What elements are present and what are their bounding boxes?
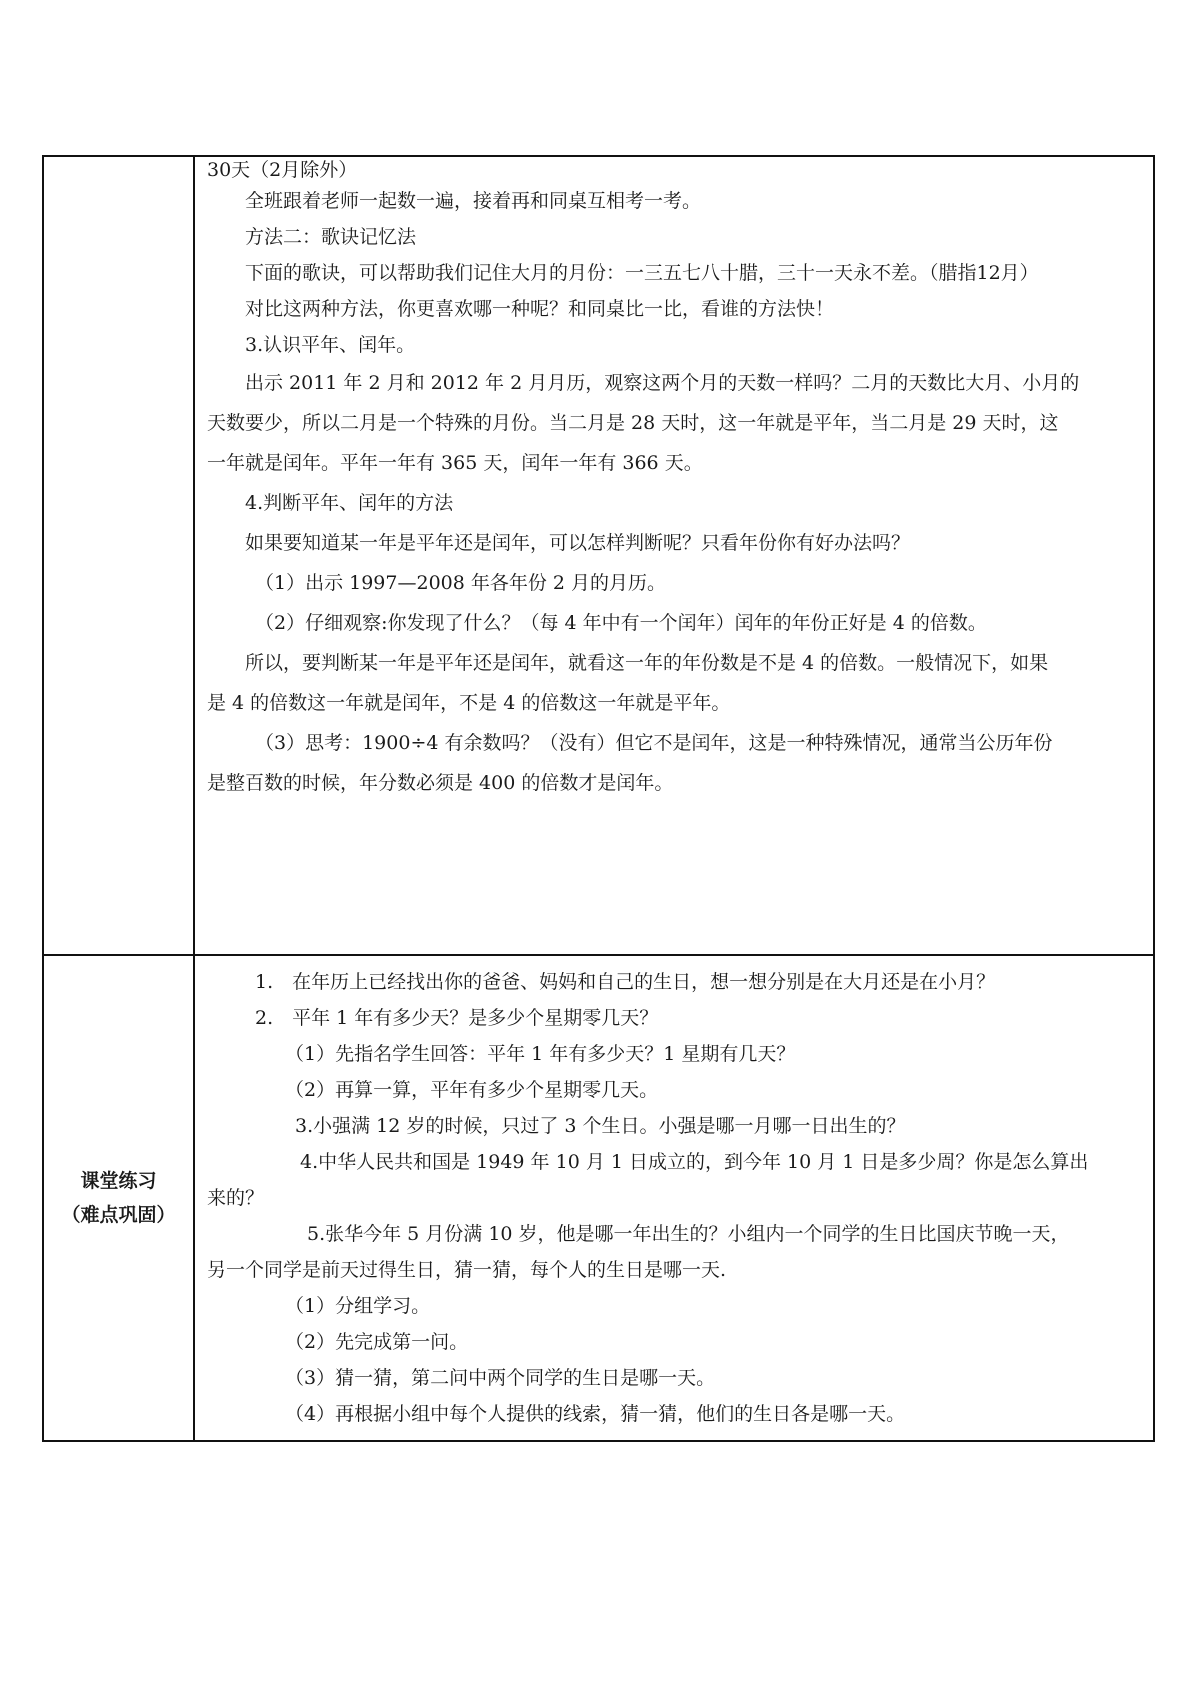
- lesson-plan-table: [42, 155, 1155, 1442]
- text-line: 是 4 的倍数这一年就是闰年，不是 4 的倍数这一年就是平年。: [207, 692, 731, 714]
- text-line: 一年就是闰年。平年一年有 365 天，闰年一年有 366 天。: [207, 452, 703, 474]
- row-label-cell-empty: [43, 156, 194, 955]
- exercise-line: 3.小强满 12 岁的时候，只过了 3 个生日。小强是哪一月哪一日出生的？: [295, 1115, 906, 1137]
- text-line: （2）仔细观察:你发现了什么？（每 4 年中有一个闰年）闰年的年份正好是 4 的倍数。: [255, 612, 987, 634]
- row-label-cell-practice: [43, 955, 194, 1441]
- exercise-line: 2. 平年 1 年有多少天？是多少个星期零几天？: [255, 1007, 659, 1029]
- table-row-teaching-process: [43, 156, 1154, 955]
- exercise-line: 1. 在年历上已经找出你的爸爸、妈妈和自己的生日，想一想分别是在大月还是在小月？: [255, 971, 996, 993]
- exercise-line: （2）先完成第一问。: [285, 1331, 469, 1353]
- text-line: 30天（2月除外）: [207, 159, 358, 181]
- text-line: （3）思考：1900÷4 有余数吗？（没有）但它不是闰年，这是一种特殊情况，通常当公历年份: [255, 732, 1053, 754]
- content-block: [195, 157, 1153, 954]
- table-row-classroom-practice: [43, 955, 1154, 1441]
- row-label-subtitle: （难点巩固）: [61, 1204, 176, 1226]
- exercise-line: （4）再根据小组中每个人提供的线索，猜一猜，他们的生日各是哪一天。: [285, 1403, 906, 1425]
- exercise-line: 5.张华今年 5 月份满 10 岁，他是哪一年出生的？小组内一个同学的生日比国庆节晚一天，: [307, 1223, 1070, 1245]
- text-line: （1）出示 1997—2008 年各年份 2 月的月历。: [255, 572, 667, 594]
- text-line: 出示 2011 年 2 月和 2012 年 2 月月历，观察这两个月的天数一样吗？二月的天数比大月、小月的: [245, 372, 1080, 394]
- row-label-title: 课堂练习: [80, 1170, 157, 1192]
- content-block: [195, 956, 1153, 1440]
- text-line: 3.认识平年、闰年。: [245, 334, 416, 356]
- text-line: 天数要少，所以二月是一个特殊的月份。当二月是 28 天时，这一年就是平年，当二月是 29 天时，这: [207, 412, 1059, 434]
- exercise-line: （3）猜一猜，第二问中两个同学的生日是哪一天。: [285, 1367, 716, 1389]
- text-line: 方法二：歌诀记忆法: [245, 226, 417, 248]
- exercise-line: 另一个同学是前天过得生日，猜一猜，每个人的生日是哪一天.: [207, 1259, 727, 1281]
- exercise-line: 4.中华人民共和国是 1949 年 10 月 1 日成立的，到今年 10 月 1 日是多少周？你是怎么算出: [300, 1151, 1089, 1173]
- exercise-line: （1）先指名学生回答：平年 1 年有多少天？1 星期有几天？: [285, 1043, 796, 1065]
- text-line: 全班跟着老师一起数一遍，接着再和同桌互相考一考。: [245, 190, 702, 212]
- exercise-line: 来的？: [207, 1187, 265, 1209]
- content-cell-practice: [194, 955, 1154, 1441]
- content-cell-leap-year: [194, 156, 1154, 955]
- exercise-line: （2）再算一算，平年有多少个星期零几天。: [285, 1079, 659, 1101]
- text-line: 如果要知道某一年是平年还是闰年，可以怎样判断呢？只看年份你有好办法吗？: [245, 532, 911, 554]
- text-line: 下面的歌诀，可以帮助我们记住大月的月份：一三五七八十腊，三十一天永不差。（腊指12月）: [245, 262, 1039, 284]
- text-line: 是整百数的时候，年分数必须是 400 的倍数才是闰年。: [207, 772, 674, 794]
- text-line: 对比这两种方法，你更喜欢哪一种呢？和同桌比一比，看谁的方法快！: [245, 298, 835, 320]
- text-line: 所以，要判断某一年是平年还是闰年，就看这一年的年份数是不是 4 的倍数。一般情况下，如果: [245, 652, 1049, 674]
- text-line: 4.判断平年、闰年的方法: [245, 492, 454, 514]
- exercise-line: （1）分组学习。: [285, 1295, 431, 1317]
